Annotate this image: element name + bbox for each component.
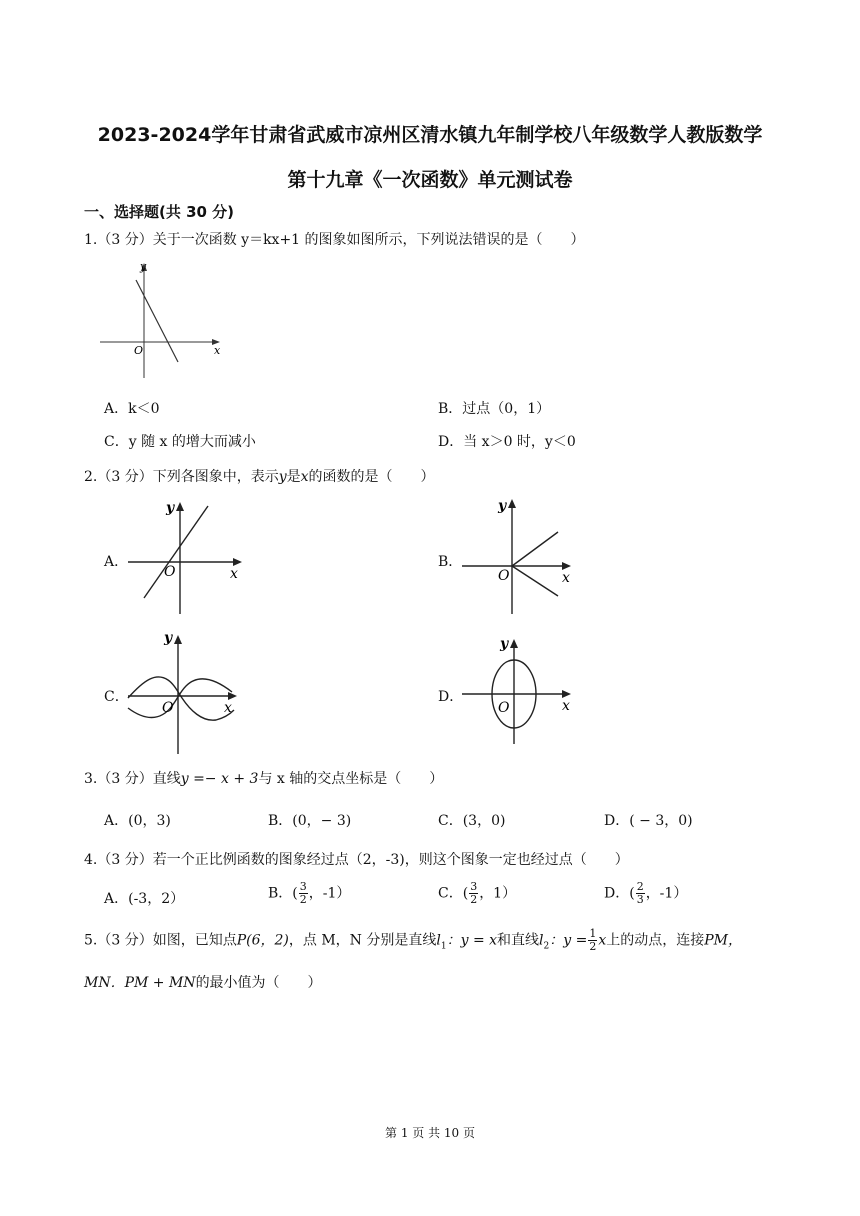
question-4-option-b: B．( $\frac{3}{2}$ ，-1） (268, 880, 351, 906)
svg-text:x: x (562, 698, 570, 714)
question-1-stem: 1.（3 分）关于一次函数 y＝kx+1 的图象如图所示，下列说法错误的是（ ） (84, 232, 585, 248)
question-2-option-d-label: D． (438, 689, 464, 705)
question-2-stem: 2.（3 分）下列各图象中，表示y是x的函数的是（ ） (84, 469, 435, 485)
question-3-equation: y =− x + 3 (180, 771, 259, 787)
question-5-stem-line-1: 5.（3 分）如图，已知点P(6，2)，点 M，N 分别是直线$l_1$：y = x和直线$l_2$：y = $\frac{1}{2}$ x上的动点，连接PM， (84, 927, 743, 953)
question-1-option-a: A．k＜0 (104, 401, 160, 417)
question-3-option-a: A．(0，3) (104, 813, 171, 829)
question-2-figure-b (458, 490, 584, 616)
question-3-option-b: B．(0，− 3) (268, 813, 352, 829)
question-4-stem: 4.（3 分）若一个正比例函数的图象经过点（2，-3)，则这个图象一定也经过点（ ） (84, 852, 629, 868)
section-heading: 一、选择题(共 30 分) (84, 203, 235, 221)
question-1-option-c: C．y 随 x 的增大而减小 (104, 434, 256, 450)
question-3-option-d: D．( − 3，0) (604, 813, 693, 829)
question-5-stem-line-2: MN．PM + MN的最小值为（ ） (84, 975, 322, 991)
paper-title-line-2: 第十九章《一次函数》单元测试卷 (287, 169, 573, 191)
svg-text:y: y (166, 500, 175, 516)
question-4-option-c: C．( $\frac{3}{2}$ ，1） (438, 880, 517, 906)
svg-text:x: x (224, 700, 232, 716)
y-label: y (140, 260, 147, 273)
question-1-option-b: B．过点（0，1） (438, 401, 551, 417)
question-2-figure-a (124, 496, 250, 616)
svg-text:y: y (500, 636, 509, 652)
question-1-figure (96, 258, 226, 380)
origin-label: O (134, 344, 144, 357)
svg-text:O: O (498, 700, 510, 716)
svg-text:x: x (230, 566, 238, 582)
svg-text:y: y (164, 630, 173, 646)
x-label: x (214, 344, 221, 357)
question-1-option-d: D．当 x＞0 时，y＜0 (438, 434, 576, 450)
question-2-figure-d (458, 632, 584, 746)
paper-title-line-1: 2023-2024学年甘肃省武威市凉州区清水镇九年制学校八年级数学人教版数学 (97, 124, 763, 146)
svg-text:O: O (162, 700, 174, 716)
svg-text:O: O (164, 564, 176, 580)
svg-text:y: y (498, 498, 507, 514)
question-2-option-c-label: C． (104, 689, 129, 705)
question-3-stem: 3.（3 分）直线y =− x + 3与 x 轴的交点坐标是（ ） (84, 771, 444, 787)
question-3-option-c: C．(3，0) (438, 813, 506, 829)
svg-text:x: x (562, 570, 570, 586)
svg-text:O: O (498, 568, 510, 584)
page-footer: 第 1 页 共 10 页 (385, 1126, 475, 1140)
question-2-figure-c (124, 626, 250, 756)
question-2-option-a-label: A． (104, 554, 129, 570)
question-4-option-d: D．( $\frac{2}{3}$ ，-1） (604, 880, 688, 906)
question-2-option-b-label: B． (438, 554, 463, 570)
question-4-option-a: A．(-3，2） (104, 891, 185, 907)
